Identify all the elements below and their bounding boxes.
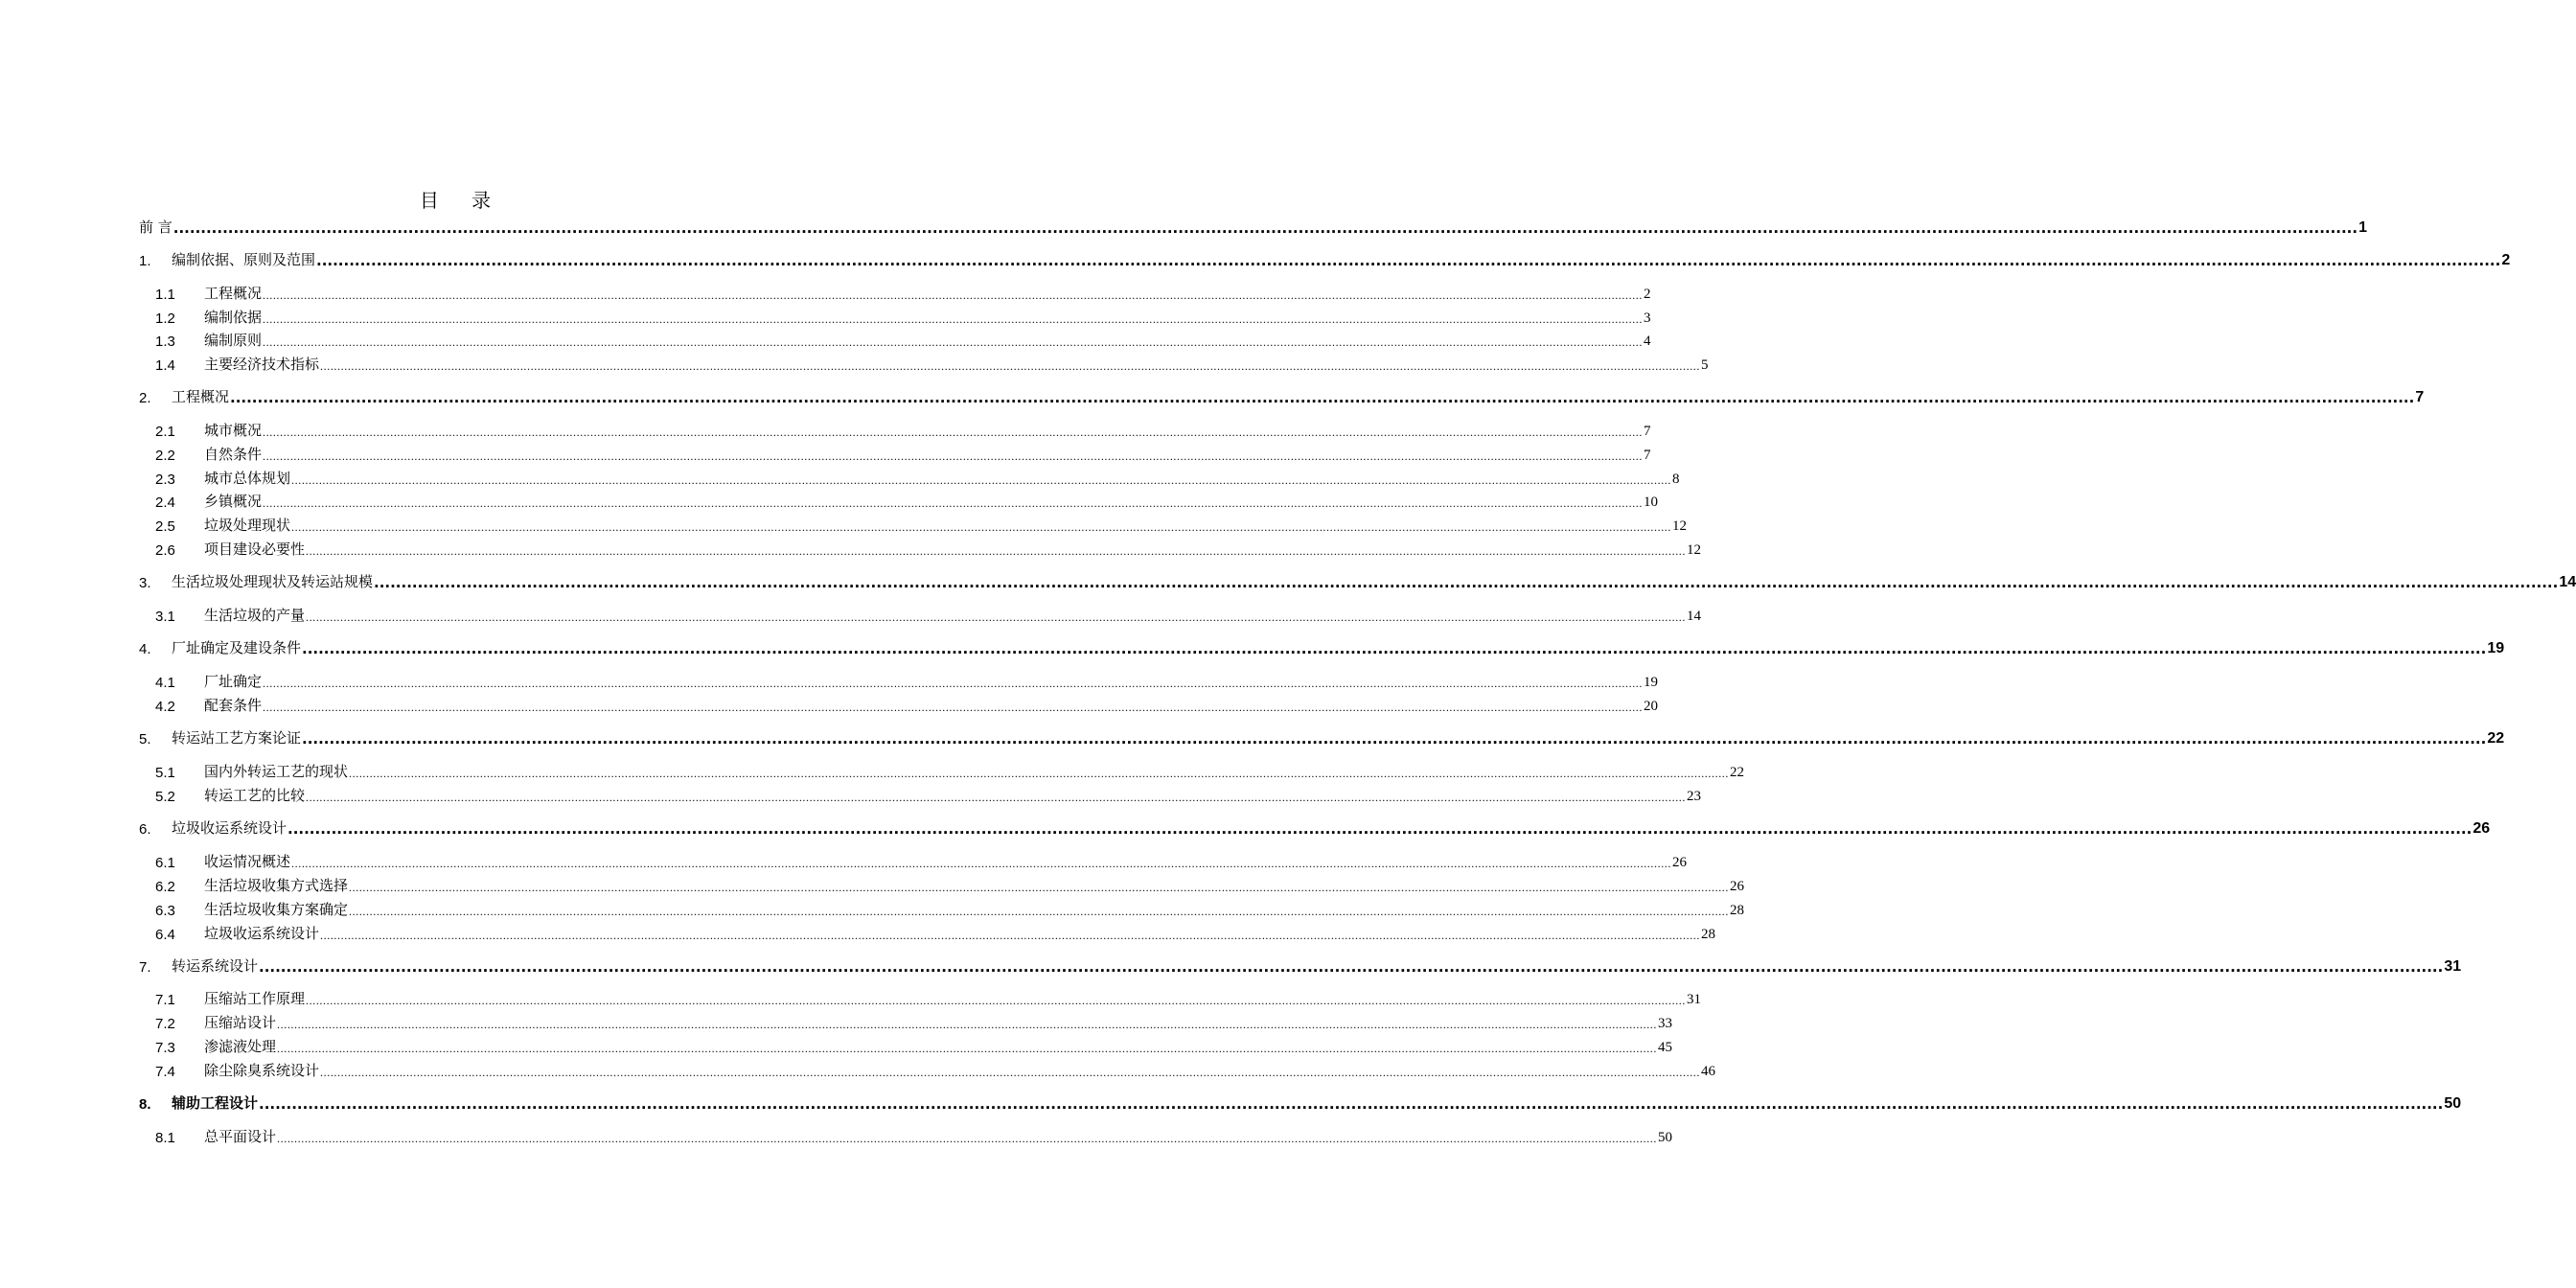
toc-page-number: 3 <box>1644 310 1651 326</box>
toc-page-number: 7 <box>1644 448 1651 463</box>
toc-entry-number: 1.3 <box>155 334 175 350</box>
toc-page-number: 10 <box>1644 494 1659 510</box>
toc-entry-number: 3. <box>139 575 151 591</box>
toc-entry-title: 转运系统设计 <box>172 957 259 975</box>
toc-entry-title: 配套条件 <box>204 697 263 714</box>
toc-section-entry[interactable] <box>0 1037 1673 1058</box>
toc-entry-number: 2.3 <box>155 472 175 488</box>
toc-page-number: 26 <box>1730 879 1745 894</box>
dot-leader: ................................................................................................................................................................................................................................................................................................................................................................................................................ <box>320 929 1701 942</box>
toc-entry-title: 压缩站工作原理 <box>204 990 306 1007</box>
dot-leader: ................................................................................................................................................................................................................................................................................................................................................................................................................ <box>230 389 2415 406</box>
toc-entry-title: 收运情况概述 <box>204 853 291 870</box>
toc-chapter-entry[interactable] <box>0 728 2505 749</box>
toc-entry-title: 转运工艺的比较 <box>204 787 306 804</box>
toc-page-number: 31 <box>2444 958 2462 975</box>
toc-entry-title: 渗滤液处理 <box>204 1038 277 1055</box>
toc-entry-number: 2.4 <box>155 494 175 511</box>
toc-entry-title: 厂址确定及建设条件 <box>172 639 302 656</box>
toc-section-entry[interactable] <box>0 284 1651 305</box>
toc-entry-title: 工程概况 <box>204 285 263 302</box>
dot-leader: ................................................................................................................................................................................................................................................................................................................................................................................................................ <box>291 473 1672 487</box>
toc-page-number: 26 <box>2472 820 2491 837</box>
toc-section-entry[interactable] <box>0 696 1659 717</box>
dot-leader: ................................................................................................................................................................................................................................................................................................................................................................................................................ <box>320 359 1701 373</box>
toc-entry-title: 生活垃圾处理现状及转运站规模 <box>172 573 374 590</box>
toc-entry-title: 垃圾处理现状 <box>204 517 291 534</box>
dot-leader: ................................................................................................................................................................................................................................................................................................................................................................................................................ <box>302 730 2487 748</box>
toc-entry-number: 2.2 <box>155 448 175 464</box>
toc-page-number: 20 <box>1644 699 1659 714</box>
toc-chapter-entry[interactable] <box>0 1093 2462 1115</box>
toc-page-number: 1 <box>2358 219 2367 236</box>
toc-page-number: 2 <box>2501 252 2511 268</box>
toc-entry-number: 1.2 <box>155 310 175 327</box>
dot-leader: ................................................................................................................................................................................................................................................................................................................................................................................................................ <box>349 905 1730 918</box>
toc-entry-title: 生活垃圾的产量 <box>204 607 306 624</box>
toc-entry-number: 1.1 <box>155 287 175 303</box>
toc-page-number: 19 <box>2487 640 2505 656</box>
toc-entry-number: 7.2 <box>155 1016 175 1032</box>
toc-entry-number: 6. <box>139 821 151 838</box>
toc-page-number: 33 <box>1658 1016 1673 1031</box>
toc-entry-title: 编制依据、原则及范围 <box>172 251 316 268</box>
toc-entry-number: 7.1 <box>155 992 175 1008</box>
dot-leader: ................................................................................................................................................................................................................................................................................................................................................................................................................ <box>306 610 1687 624</box>
toc-page-number: 22 <box>1730 765 1745 780</box>
dot-leader: ................................................................................................................................................................................................................................................................................................................................................................................................................ <box>316 252 2501 269</box>
dot-leader: ................................................................................................................................................................................................................................................................................................................................................................................................................ <box>259 958 2444 976</box>
toc-section-entry[interactable] <box>0 445 1651 466</box>
toc-page-number: 2 <box>1644 287 1651 302</box>
toc-entry-number: 7.3 <box>155 1040 175 1056</box>
toc-section-entry[interactable] <box>0 900 1745 921</box>
toc-page-number: 22 <box>2487 730 2505 747</box>
toc-page-number: 12 <box>1687 542 1702 558</box>
toc-page-number: 28 <box>1701 927 1716 942</box>
dot-leader: ................................................................................................................................................................................................................................................................................................................................................................................................................ <box>374 574 2559 591</box>
dot-leader: ................................................................................................................................................................................................................................................................................................................................................................................................................ <box>302 640 2487 657</box>
toc-page-number: 5 <box>1701 357 1709 373</box>
toc-entry-number: 7.4 <box>155 1064 175 1080</box>
toc-page-number: 46 <box>1701 1064 1716 1079</box>
toc-chapter-entry[interactable] <box>0 572 2576 593</box>
toc-page-number: 7 <box>2415 389 2425 405</box>
dot-leader: ................................................................................................................................................................................................................................................................................................................................................................................................................ <box>291 857 1672 870</box>
toc-entry-number: 6.4 <box>155 927 175 943</box>
toc-entry-title: 辅助工程设计 <box>172 1094 259 1112</box>
toc-section-entry[interactable] <box>0 876 1745 897</box>
toc-section-entry[interactable] <box>0 762 1745 783</box>
toc-page-number: 50 <box>2444 1095 2462 1112</box>
toc-section-entry[interactable] <box>0 1013 1673 1034</box>
toc-entry-title: 国内外转运工艺的现状 <box>204 763 349 780</box>
toc-entry-title: 前 言 <box>139 218 172 236</box>
toc-entry-number: 1. <box>139 253 151 269</box>
toc-entry-title: 垃圾收运系统设计 <box>172 819 288 837</box>
toc-section-entry[interactable] <box>0 1061 1716 1082</box>
toc-chapter-entry[interactable] <box>0 638 2505 659</box>
dot-leader: ................................................................................................................................................................................................................................................................................................................................................................................................................ <box>277 1042 1658 1055</box>
toc-entry-number: 3.1 <box>155 609 175 625</box>
toc-entry-title: 主要经济技术指标 <box>204 356 320 373</box>
toc-section-entry[interactable] <box>0 1127 1673 1148</box>
toc-entry-number: 6.1 <box>155 855 175 871</box>
toc-entry-title: 垃圾收运系统设计 <box>204 925 320 942</box>
toc-chapter-entry[interactable] <box>0 250 2511 271</box>
toc-title: 目 录 <box>419 189 505 212</box>
toc-entry-number: 5.1 <box>155 765 175 781</box>
dot-leader: ................................................................................................................................................................................................................................................................................................................................................................................................................ <box>263 426 1644 439</box>
dot-leader: ................................................................................................................................................................................................................................................................................................................................................................................................................ <box>263 701 1644 714</box>
dot-leader: ................................................................................................................................................................................................................................................................................................................................................................................................................ <box>277 1018 1658 1031</box>
toc-section-entry[interactable] <box>0 540 1702 561</box>
toc-section-entry[interactable] <box>0 421 1651 442</box>
toc-section-entry[interactable] <box>0 308 1651 329</box>
toc-section-entry[interactable] <box>0 355 1709 376</box>
toc-entry-title: 转运站工艺方案论证 <box>172 729 302 747</box>
toc-chapter-entry[interactable] <box>0 218 2367 239</box>
dot-leader: ................................................................................................................................................................................................................................................................................................................................................................................................................ <box>263 335 1644 349</box>
toc-section-entry[interactable] <box>0 852 1688 873</box>
dot-leader: ................................................................................................................................................................................................................................................................................................................................................................................................................ <box>172 219 2358 237</box>
toc-section-entry[interactable] <box>0 672 1659 693</box>
dot-leader: ................................................................................................................................................................................................................................................................................................................................................................................................................ <box>306 791 1687 804</box>
dot-leader: ................................................................................................................................................................................................................................................................................................................................................................................................................ <box>263 288 1644 302</box>
toc-section-entry[interactable] <box>0 331 1651 352</box>
dot-leader: ................................................................................................................................................................................................................................................................................................................................................................................................................ <box>349 881 1730 894</box>
toc-entry-number: 8. <box>139 1096 151 1113</box>
toc-page-number: 7 <box>1644 424 1651 439</box>
toc-entry-title: 生活垃圾收集方式选择 <box>204 877 349 894</box>
toc-entry-title: 编制原则 <box>204 332 263 349</box>
toc-entry-number: 1.4 <box>155 357 175 374</box>
dot-leader: ................................................................................................................................................................................................................................................................................................................................................................................................................ <box>263 449 1644 463</box>
toc-chapter-entry[interactable] <box>0 387 2425 408</box>
toc-page-number: 4 <box>1644 334 1651 349</box>
toc-page-number: 23 <box>1687 789 1702 804</box>
toc-entry-title: 编制依据 <box>204 309 263 326</box>
toc-page-number: 26 <box>1672 855 1688 870</box>
toc-entry-number: 6.3 <box>155 903 175 919</box>
toc-entry-number: 2.1 <box>155 424 175 440</box>
dot-leader: ................................................................................................................................................................................................................................................................................................................................................................................................................ <box>277 1132 1658 1145</box>
toc-page-number: 50 <box>1658 1130 1673 1145</box>
dot-leader: ................................................................................................................................................................................................................................................................................................................................................................................................................ <box>263 677 1644 690</box>
toc-entry-number: 2. <box>139 390 151 406</box>
dot-leader: ................................................................................................................................................................................................................................................................................................................................................................................................................ <box>306 994 1687 1007</box>
toc-page-number: 28 <box>1730 903 1745 918</box>
toc-entry-title: 城市概况 <box>204 422 263 439</box>
toc-entry-number: 7. <box>139 959 151 976</box>
toc-page-number: 14 <box>1687 609 1702 624</box>
toc-entry-number: 4.1 <box>155 675 175 691</box>
toc-page-number: 45 <box>1658 1040 1673 1055</box>
toc-section-entry[interactable] <box>0 606 1702 627</box>
toc-entry-title: 生活垃圾收集方案确定 <box>204 901 349 918</box>
toc-section-entry[interactable] <box>0 924 1716 945</box>
toc-page-number: 8 <box>1672 472 1680 487</box>
dot-leader: ................................................................................................................................................................................................................................................................................................................................................................................................................ <box>288 820 2472 838</box>
toc-entry-title: 项目建设必要性 <box>204 540 306 558</box>
toc-entry-title: 压缩站设计 <box>204 1014 277 1031</box>
dot-leader: ................................................................................................................................................................................................................................................................................................................................................................................................................ <box>259 1095 2444 1113</box>
toc-entry-number: 4. <box>139 641 151 657</box>
toc-entry-title: 除尘除臭系统设计 <box>204 1062 320 1079</box>
toc-chapter-entry[interactable] <box>0 956 2462 978</box>
dot-leader: ................................................................................................................................................................................................................................................................................................................................................................................................................ <box>263 496 1644 510</box>
toc-entry-number: 6.2 <box>155 879 175 895</box>
toc-section-entry[interactable] <box>0 469 1680 490</box>
dot-leader: ................................................................................................................................................................................................................................................................................................................................................................................................................ <box>291 520 1672 534</box>
toc-entry-title: 自然条件 <box>204 446 263 463</box>
toc-entry-title: 乡镇概况 <box>204 493 263 510</box>
toc-entry-title: 总平面设计 <box>204 1128 277 1145</box>
toc-section-entry[interactable] <box>0 516 1688 537</box>
toc-section-entry[interactable] <box>0 492 1659 513</box>
toc-section-entry[interactable] <box>0 989 1702 1010</box>
toc-entry-title: 工程概况 <box>172 388 230 405</box>
toc-page-number: 14 <box>2559 574 2576 590</box>
toc-page-number: 19 <box>1644 675 1659 690</box>
toc-entry-number: 2.5 <box>155 518 175 535</box>
toc-page-number: 31 <box>1687 992 1702 1007</box>
toc-page-number: 12 <box>1672 518 1688 534</box>
toc-chapter-entry[interactable] <box>0 818 2491 840</box>
toc-entry-number: 5. <box>139 731 151 748</box>
toc-entry-number: 4.2 <box>155 699 175 715</box>
toc-section-entry[interactable] <box>0 786 1702 807</box>
toc-entry-title: 厂址确定 <box>204 673 263 690</box>
dot-leader: ................................................................................................................................................................................................................................................................................................................................................................................................................ <box>263 312 1644 326</box>
dot-leader: ................................................................................................................................................................................................................................................................................................................................................................................................................ <box>320 1066 1701 1079</box>
toc-entry-number: 5.2 <box>155 789 175 805</box>
toc-entry-title: 城市总体规划 <box>204 470 291 487</box>
dot-leader: ................................................................................................................................................................................................................................................................................................................................................................................................................ <box>306 544 1687 558</box>
toc-entry-number: 2.6 <box>155 542 175 559</box>
dot-leader: ................................................................................................................................................................................................................................................................................................................................................................................................................ <box>349 767 1730 780</box>
toc-entry-number: 8.1 <box>155 1130 175 1146</box>
